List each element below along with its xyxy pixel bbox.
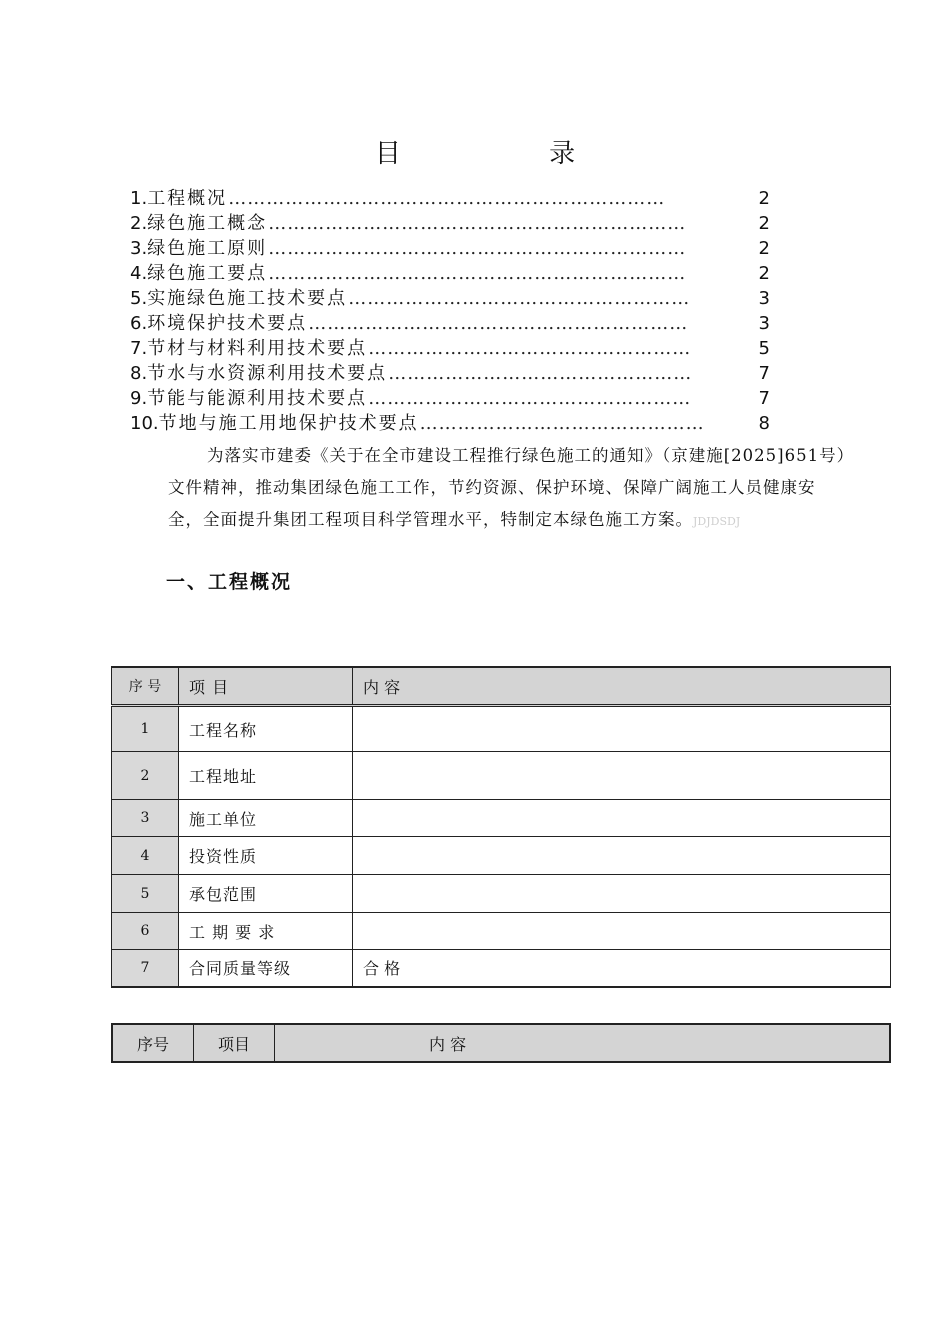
row-content[interactable] [353,875,891,913]
toc-leader: ………………………………………………………… [268,213,687,234]
row-item: 合同质量等级 [179,950,353,987]
toc-item[interactable] [130,386,770,411]
table-row [112,950,891,987]
toc-number: 10. [130,413,159,434]
toc-leader: ………………………………………… [388,363,693,384]
toc-page-number: 8 [758,413,770,434]
row-item: 工程名称 [179,706,353,752]
toc-title: 绿色施工要点 [147,263,268,284]
table-row [112,875,891,913]
toc-page-number: 2 [758,188,770,209]
toc-title: 节材与材料利用技术要点 [147,338,368,359]
toc-number: 7. [130,338,148,359]
toc-page-number: 7 [758,388,770,409]
row-content[interactable]: 合 格 [353,950,891,987]
toc-item[interactable] [130,236,770,261]
toc-page-number: 3 [758,313,770,334]
toc-title: 绿色施工原则 [147,238,268,259]
toc-title: 节能与能源利用技术要点 [147,388,368,409]
toc-number: 1. [130,188,148,209]
toc-item[interactable] [130,311,770,336]
toc-number: 5. [130,288,148,309]
row-item: 施工单位 [179,800,353,837]
toc-item[interactable] [130,186,770,211]
table-row [112,752,891,800]
toc-leader: ……………………………………… [419,413,705,434]
header-index: 序 号 [112,667,179,706]
toc-page-number: 3 [758,288,770,309]
toc-number: 4. [130,263,148,284]
toc-title: 节水与水资源利用技术要点 [147,363,388,384]
table-header-row [112,667,891,706]
toc-leader: …………………………………………………… [308,313,689,334]
row-index: 4 [112,837,179,875]
second-table [111,1023,891,1063]
section-heading: 一、工程概况 [166,571,293,593]
toc-number: 3. [130,238,148,259]
row-index: 7 [112,950,179,987]
toc-leader: ………………………………………………………… [268,238,687,259]
watermark-text: JDJDSDJ [693,515,741,528]
toc-item[interactable] [130,361,770,386]
toc-number: 2. [130,213,148,234]
toc-item[interactable] [130,411,770,436]
header-index: 序号 [112,1024,194,1062]
toc-title: 环境保护技术要点 [147,313,308,334]
row-index: 1 [112,706,179,752]
toc-leader: ……………………………………………… [348,288,691,309]
row-content[interactable] [353,752,891,800]
toc-number: 9. [130,388,148,409]
toc-leader: ………………………………………………………… [268,263,687,284]
toc-page-number: 7 [758,363,770,384]
row-item: 工程地址 [179,752,353,800]
table-row [112,706,891,752]
toc-page-number: 2 [758,263,770,284]
page-title: 目 录 [374,139,646,169]
toc-title: 节地与施工用地保护技术要点 [158,413,419,434]
toc-leader: …………………………………………… [368,338,692,359]
toc-number: 8. [130,363,148,384]
toc-page-number: 5 [758,338,770,359]
row-item: 投资性质 [179,837,353,875]
intro-text: 为落实市建委《关于在全市建设工程推行绿色施工的通知》（京建施[2025]651号）文件精神，推动集团绿色施工工作，节约资源、保护环境、保障广阔施工人员健康安全，全面提升集团工程项目科学管理水平，特制定本绿色施工方案。 [168,446,846,529]
row-index: 2 [112,752,179,800]
project-overview-table [111,666,891,988]
table-of-contents [130,186,770,436]
toc-item[interactable] [130,211,770,236]
toc-page-number: 2 [758,213,770,234]
header-item: 项目 [194,1024,275,1062]
header-item: 项 目 [179,667,353,706]
table-row [112,800,891,837]
row-content[interactable] [353,913,891,950]
toc-item[interactable] [130,336,770,361]
toc-title: 实施绿色施工技术要点 [147,288,348,309]
header-content: 内 容 [275,1024,891,1062]
toc-title: 工程概况 [147,188,228,209]
toc-item[interactable] [130,286,770,311]
row-index: 3 [112,800,179,837]
toc-page-number: 2 [758,238,770,259]
toc-number: 6. [130,313,148,334]
row-item: 承包范围 [179,875,353,913]
toc-leader: …………………………………………………………… [228,188,666,209]
toc-item[interactable] [130,261,770,286]
row-item: 工 期 要 求 [179,913,353,950]
row-content[interactable] [353,837,891,875]
header-content: 内 容 [353,667,891,706]
toc-title: 绿色施工概念 [147,213,268,234]
row-content[interactable] [353,800,891,837]
row-content[interactable] [353,706,891,752]
toc-leader: …………………………………………… [368,388,692,409]
table-row [112,913,891,950]
table-header-row [112,1024,890,1062]
row-index: 5 [112,875,179,913]
table-row [112,837,891,875]
row-index: 6 [112,913,179,950]
intro-paragraph [168,440,848,538]
